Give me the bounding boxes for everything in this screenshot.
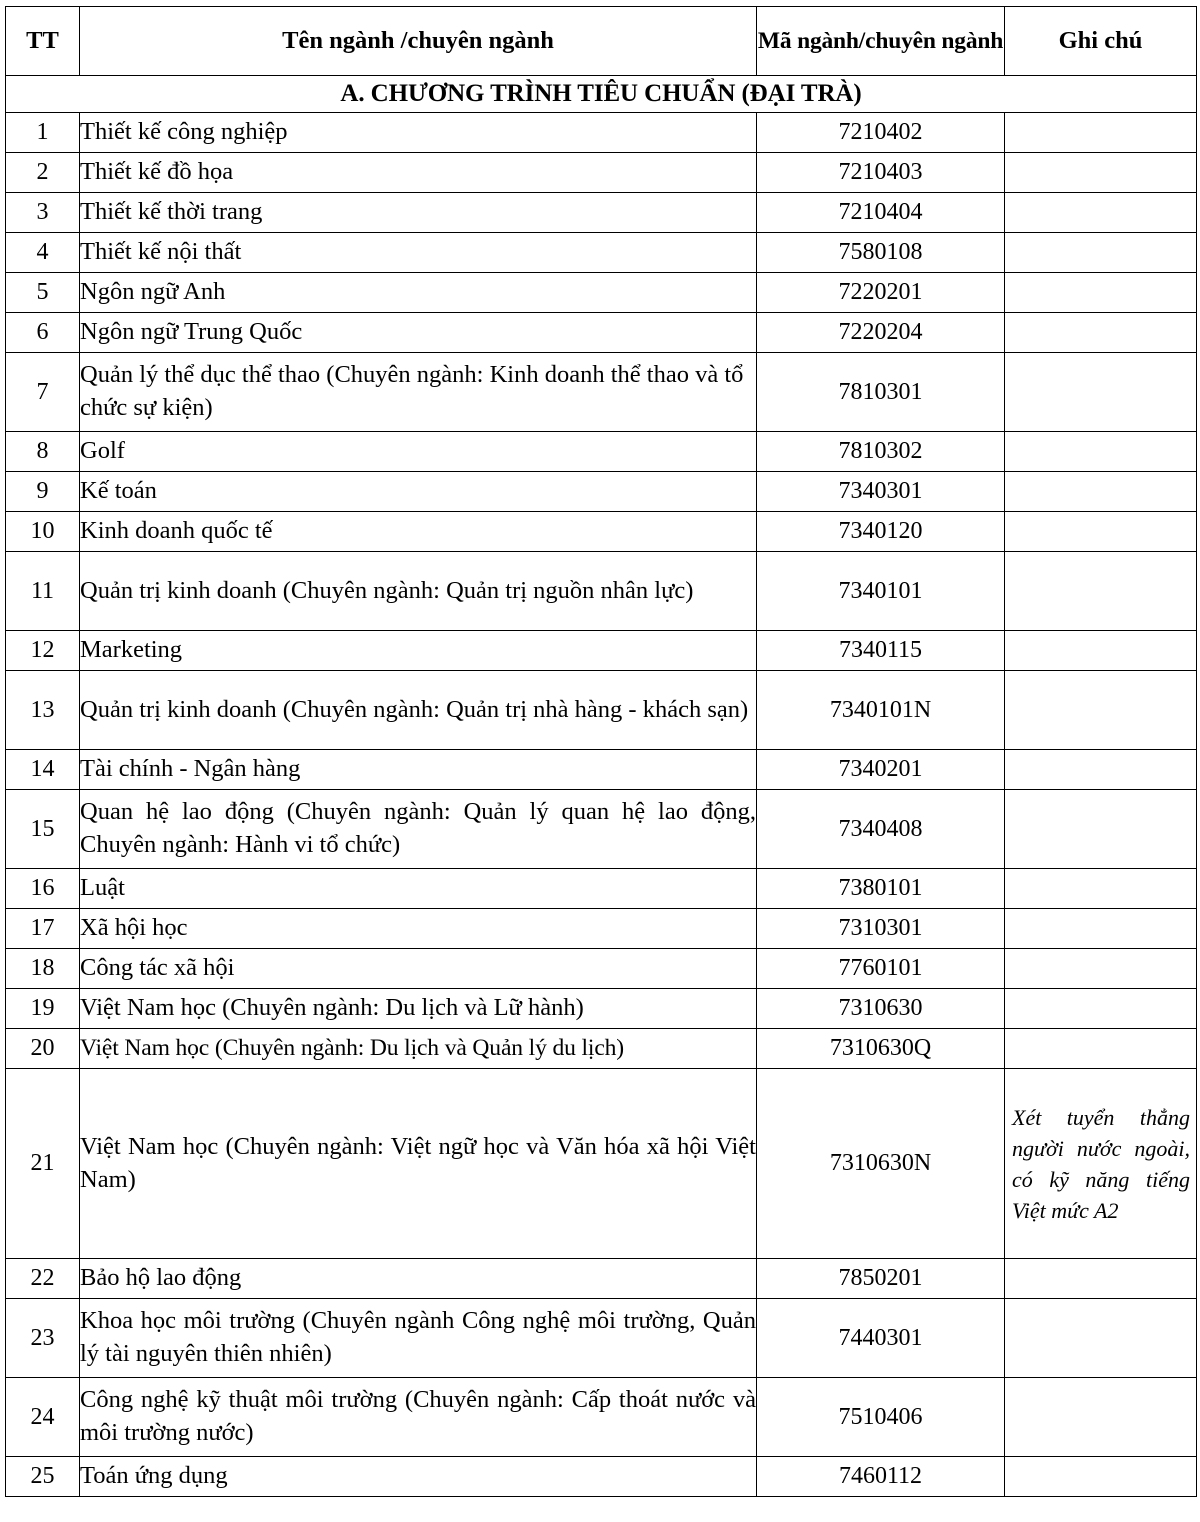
major-name: Quản trị kinh doanh (Chuyên ngành: Quản trị nguồn nhân lực) [80,552,757,631]
table-row [6,273,1197,313]
row-index: 11 [6,552,80,631]
major-note [1005,313,1197,353]
note-text [1005,882,1196,895]
major-name: Golf [80,432,757,472]
note-text [1005,445,1196,458]
note-text [1005,1042,1196,1055]
major-note [1005,750,1197,790]
row-index: 18 [6,949,80,989]
major-code: 7810301 [757,353,1005,432]
row-index: 22 [6,1259,80,1299]
section-header-row [6,76,1197,113]
row-index: 21 [6,1069,80,1259]
row-index: 4 [6,233,80,273]
note-text [1005,644,1196,657]
table-row [6,552,1197,631]
table-row [6,989,1197,1029]
note-text [1005,206,1196,219]
note-text [1005,286,1196,299]
major-name: Thiết kế đồ họa [80,153,757,193]
major-code: 7810302 [757,432,1005,472]
major-note [1005,949,1197,989]
row-index: 1 [6,113,80,153]
note-text [1005,166,1196,179]
document-page [0,6,1200,1522]
major-name: Công tác xã hội [80,949,757,989]
major-name: Quản lý thể dục thể thao (Chuyên ngành: Kinh doanh thể thao và tổ chức sự kiện) [80,353,757,432]
major-note [1005,512,1197,552]
table-row [6,353,1197,432]
table-row [6,313,1197,353]
major-note [1005,233,1197,273]
major-name: Việt Nam học (Chuyên ngành: Việt ngữ học và Văn hóa xã hội Việt Nam) [80,1069,757,1259]
major-name: Quản trị kinh doanh (Chuyên ngành: Quản trị nhà hàng - khách sạn) [80,671,757,750]
row-index: 16 [6,869,80,909]
row-index: 17 [6,909,80,949]
major-code: 7760101 [757,949,1005,989]
note-text [1005,326,1196,339]
major-name: Thiết kế nội thất [80,233,757,273]
major-note [1005,1259,1197,1299]
note-text [1005,585,1196,598]
major-name: Quan hệ lao động (Chuyên ngành: Quản lý quan hệ lao động, Chuyên ngành: Hành vi tổ chức) [80,790,757,869]
table-row [6,1299,1197,1378]
major-code: 7210403 [757,153,1005,193]
major-name: Ngôn ngữ Anh [80,273,757,313]
major-note [1005,869,1197,909]
table-row [6,631,1197,671]
table-row [6,671,1197,750]
row-index: 2 [6,153,80,193]
major-note [1005,1069,1197,1259]
row-index: 5 [6,273,80,313]
table-row [6,193,1197,233]
row-index: 9 [6,472,80,512]
major-note [1005,671,1197,750]
major-code: 7580108 [757,233,1005,273]
major-name: Thiết kế thời trang [80,193,757,233]
major-code: 7220204 [757,313,1005,353]
major-code: 7310630 [757,989,1005,1029]
note-text [1005,1411,1196,1424]
row-index: 19 [6,989,80,1029]
major-note [1005,1457,1197,1497]
major-note [1005,631,1197,671]
note-text [1005,704,1196,717]
note-text: Xét tuyển thẳng người nước ngoài, có kỹ năng tiếng Việt mức A2 [1012,1104,1190,1224]
note-text [1005,1470,1196,1483]
row-index: 24 [6,1378,80,1457]
majors-table [5,6,1197,1497]
note-text [1005,962,1196,975]
table-row [6,233,1197,273]
major-code: 7310630Q [757,1029,1005,1069]
table-row [6,790,1197,869]
row-index: 3 [6,193,80,233]
row-index: 23 [6,1299,80,1378]
major-code: 7310630N [757,1069,1005,1259]
table-row [6,909,1197,949]
note-text [1005,126,1196,139]
major-note [1005,113,1197,153]
major-note [1005,472,1197,512]
major-note [1005,552,1197,631]
major-note [1005,432,1197,472]
major-note [1005,353,1197,432]
note-text [1005,922,1196,935]
row-index: 6 [6,313,80,353]
major-name: Công nghệ kỹ thuật môi trường (Chuyên ngành: Cấp thoát nước và môi trường nước) [80,1378,757,1457]
major-note [1005,909,1197,949]
major-note [1005,989,1197,1029]
major-name: Luật [80,869,757,909]
table-row [6,869,1197,909]
major-note [1005,1029,1197,1069]
section-header-standard-program: A. CHƯƠNG TRÌNH TIÊU CHUẨN (ĐẠI TRÀ) [6,76,1197,113]
major-note [1005,273,1197,313]
major-code: 7380101 [757,869,1005,909]
major-name: Kinh doanh quốc tế [80,512,757,552]
major-code: 7850201 [757,1259,1005,1299]
table-header-row [6,7,1197,76]
note-text [1005,1332,1196,1345]
note-text [1005,386,1196,399]
table-row [6,949,1197,989]
major-code: 7310301 [757,909,1005,949]
major-name: Xã hội học [80,909,757,949]
table-row [6,472,1197,512]
table-row [6,750,1197,790]
major-name: Toán ứng dụng [80,1457,757,1497]
major-code: 7340201 [757,750,1005,790]
row-index: 20 [6,1029,80,1069]
major-name: Tài chính - Ngân hàng [80,750,757,790]
row-index: 14 [6,750,80,790]
note-text [1005,246,1196,259]
row-index: 13 [6,671,80,750]
table-row [6,153,1197,193]
row-index: 12 [6,631,80,671]
note-text [1005,1272,1196,1285]
row-index: 8 [6,432,80,472]
major-code: 7340115 [757,631,1005,671]
table-row [6,512,1197,552]
note-text [1005,525,1196,538]
note-text [1005,763,1196,776]
major-code: 7340101N [757,671,1005,750]
table-row [6,1069,1197,1259]
table-row [6,1378,1197,1457]
note-text [1005,485,1196,498]
table-row [6,432,1197,472]
row-index: 7 [6,353,80,432]
major-name: Khoa học môi trường (Chuyên ngành Công nghệ môi trường, Quản lý tài nguyên thiên nhiên) [80,1299,757,1378]
major-name: Việt Nam học (Chuyên ngành: Du lịch và Quản lý du lịch) [80,1029,757,1069]
row-index: 25 [6,1457,80,1497]
major-code: 7510406 [757,1378,1005,1457]
major-code: 7340120 [757,512,1005,552]
major-code: 7210404 [757,193,1005,233]
table-body [6,76,1197,1497]
row-index: 10 [6,512,80,552]
major-name: Kế toán [80,472,757,512]
row-index: 15 [6,790,80,869]
table-header [6,7,1197,76]
column-header-tt: TT [6,7,80,76]
column-header-note: Ghi chú [1005,7,1197,76]
column-header-code: Mã ngành/chuyên ngành [757,7,1005,76]
major-note [1005,1299,1197,1378]
major-code: 7440301 [757,1299,1005,1378]
major-code: 7340101 [757,552,1005,631]
table-row [6,1259,1197,1299]
major-code: 7220201 [757,273,1005,313]
major-name: Thiết kế công nghiệp [80,113,757,153]
major-code: 7340301 [757,472,1005,512]
major-name: Marketing [80,631,757,671]
column-header-name: Tên ngành /chuyên ngành [80,7,757,76]
table-row [6,1029,1197,1069]
major-code: 7460112 [757,1457,1005,1497]
note-text [1005,1002,1196,1015]
major-code: 7340408 [757,790,1005,869]
table-row [6,113,1197,153]
major-name: Bảo hộ lao động [80,1259,757,1299]
major-code: 7210402 [757,113,1005,153]
major-note [1005,193,1197,233]
major-note [1005,153,1197,193]
major-name: Việt Nam học (Chuyên ngành: Du lịch và Lữ hành) [80,989,757,1029]
major-name: Ngôn ngữ Trung Quốc [80,313,757,353]
note-text [1005,823,1196,836]
major-note [1005,790,1197,869]
table-row [6,1457,1197,1497]
major-note [1005,1378,1197,1457]
